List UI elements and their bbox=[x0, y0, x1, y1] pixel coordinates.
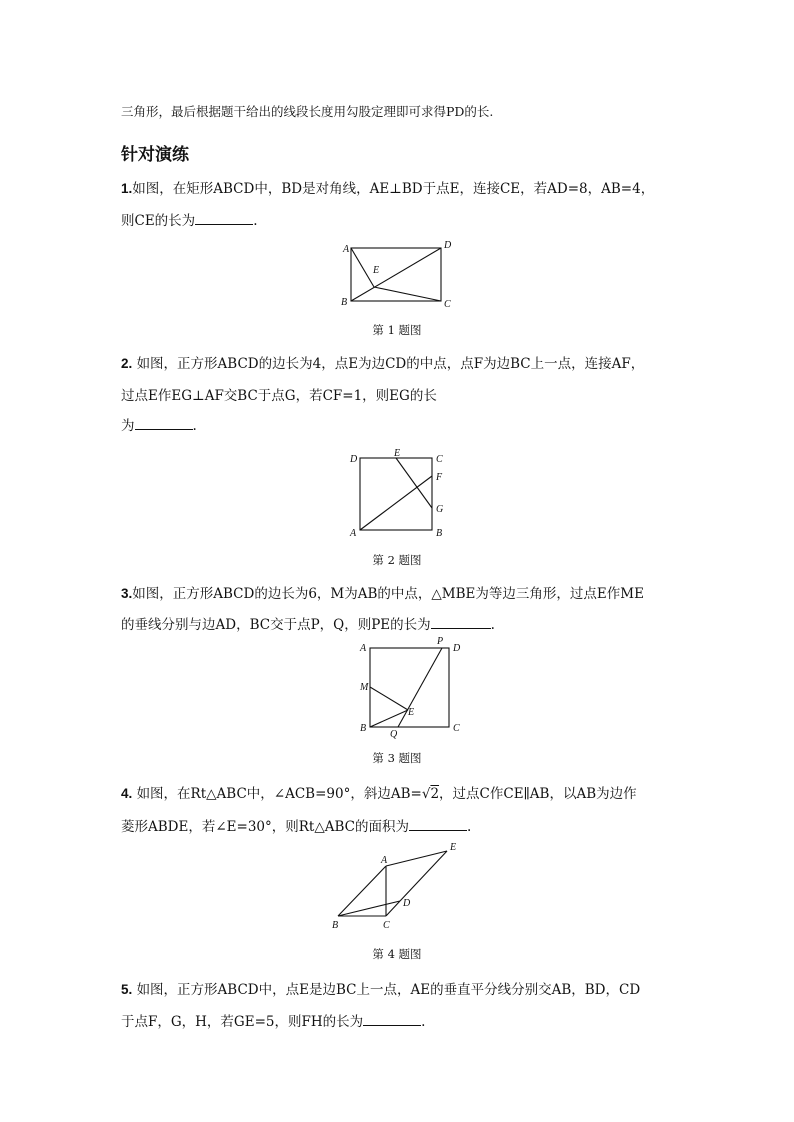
problem-3-number: 3. bbox=[121, 586, 133, 601]
segment-ab bbox=[338, 866, 386, 916]
label-c: C bbox=[453, 723, 460, 734]
problem-4-line-1 bbox=[121, 782, 637, 802]
problem-3-text-1: 如图，正方形ABCD的边长为6，M为AB的中点，△MBE为等边三角形，过点E作ME bbox=[132, 586, 644, 602]
segment-db bbox=[338, 901, 400, 916]
label-b: B bbox=[341, 297, 348, 308]
square-abcd bbox=[360, 458, 432, 530]
problem-2-line-3: 为 . bbox=[121, 418, 197, 434]
figure-4 bbox=[328, 838, 468, 938]
segment-ae bbox=[386, 851, 447, 866]
label-g: G bbox=[436, 504, 444, 515]
caption-3: 第 3 题图 bbox=[372, 751, 422, 765]
label-b: B bbox=[332, 920, 339, 931]
problem-3-line-1 bbox=[121, 582, 644, 602]
label-b: B bbox=[436, 528, 443, 539]
figure-1 bbox=[330, 238, 470, 318]
label-c: C bbox=[436, 454, 443, 465]
problem-2-text-2: 过点E作EG⊥AF交BC于点G，若CF=1，则EG的长 bbox=[121, 388, 437, 404]
answer-blank-3 bbox=[431, 616, 491, 629]
label-d: D bbox=[444, 240, 452, 251]
label-e: E bbox=[450, 842, 457, 853]
answer-blank-5 bbox=[363, 1013, 421, 1026]
label-m: M bbox=[360, 682, 369, 693]
label-e: E bbox=[373, 265, 380, 276]
problem-5-number: 5. bbox=[121, 982, 133, 997]
problem-4-line-2: 菱形ABDE，若∠E=30°，则Rt△ABC的面积为 . bbox=[121, 819, 472, 835]
segment-pq bbox=[398, 648, 442, 727]
answer-blank-1 bbox=[195, 212, 253, 225]
answer-blank-4 bbox=[409, 818, 467, 831]
label-d: D bbox=[350, 454, 358, 465]
problem-2-text-1: 如图，正方形ABCD的边长为4，点E为边CD的中点，点F为边BC上一点，连接AF， bbox=[136, 356, 645, 372]
label-p: P bbox=[437, 636, 444, 647]
segment-ce bbox=[374, 287, 441, 301]
problem-2-text-3: 为 bbox=[121, 418, 135, 434]
problem-5-line-1 bbox=[121, 978, 640, 998]
label-q: Q bbox=[390, 729, 398, 740]
section-title: 针对演练 bbox=[121, 145, 189, 165]
label-e: E bbox=[408, 707, 415, 718]
problem-1-number: 1. bbox=[121, 181, 133, 196]
problem-3-line-2: 的垂线分别与边AD，BC交于点P，Q，则PE的长为 . bbox=[121, 617, 495, 633]
segment-ed bbox=[400, 851, 447, 901]
segment-af bbox=[360, 476, 432, 530]
problem-4-text-2: 菱形ABDE，若∠E=30°，则Rt△ABC的面积为 bbox=[121, 819, 409, 835]
problem-3-text-2: 的垂线分别与边AD，BC交于点P，Q，则PE的长为 bbox=[121, 617, 431, 633]
label-c: C bbox=[444, 299, 451, 310]
problem-4-number: 4. bbox=[121, 786, 133, 801]
problem-1-line-2: 则CE的长为 . bbox=[121, 213, 258, 229]
problem-1-line-1 bbox=[121, 177, 654, 197]
label-a: A bbox=[343, 244, 350, 255]
segment-eg bbox=[396, 458, 432, 508]
segment-me bbox=[370, 687, 408, 710]
sqrt-symbol: √ bbox=[421, 786, 431, 802]
problem-2-line-1 bbox=[121, 352, 644, 372]
segment-ae bbox=[351, 248, 374, 287]
label-a: A bbox=[350, 528, 357, 539]
diagonal-bd bbox=[351, 248, 441, 301]
problem-2-number: 2. bbox=[121, 356, 133, 371]
label-b: B bbox=[360, 723, 367, 734]
problem-4-text-1b: ，过点C作CE∥AB，以AB为边作 bbox=[439, 786, 637, 802]
intro-text: 三角形，最后根据题干给出的线段长度用勾股定理即可求得PD的长. bbox=[121, 104, 494, 119]
problem-1-text-1: 如图，在矩形ABCD中，BD是对角线，AE⊥BD于点E，连接CE，若AD=8，AB=4， bbox=[132, 181, 655, 197]
label-f: F bbox=[436, 472, 443, 483]
label-e: E bbox=[394, 448, 401, 459]
problem-4-text-1a: 如图，在Rt△ABC中，∠ACB=90°，斜边AB= bbox=[136, 786, 422, 802]
label-c: C bbox=[383, 920, 390, 931]
caption-4: 第 4 题图 bbox=[372, 947, 422, 961]
figure-2 bbox=[344, 446, 464, 538]
problem-5-line-2: 于点F，G，H，若GE=5，则FH的长为 . bbox=[121, 1014, 426, 1030]
label-a: A bbox=[360, 643, 367, 654]
label-a: A bbox=[381, 855, 388, 866]
caption-2: 第 2 题图 bbox=[372, 553, 422, 567]
figure-3 bbox=[356, 636, 476, 740]
problem-5-text-1: 如图，正方形ABCD中，点E是边BC上一点，AE的垂直平分线分别交AB，BD，CD bbox=[136, 982, 641, 998]
problem-5-text-2: 于点F，G，H，若GE=5，则FH的长为 bbox=[121, 1014, 364, 1030]
problem-1-text-2: 则CE的长为 bbox=[121, 213, 196, 229]
sqrt-radicand: 2 bbox=[430, 786, 440, 802]
answer-blank-2 bbox=[135, 417, 193, 430]
caption-1: 第 1 题图 bbox=[372, 323, 422, 337]
label-d: D bbox=[403, 898, 411, 909]
label-d: D bbox=[453, 643, 461, 654]
